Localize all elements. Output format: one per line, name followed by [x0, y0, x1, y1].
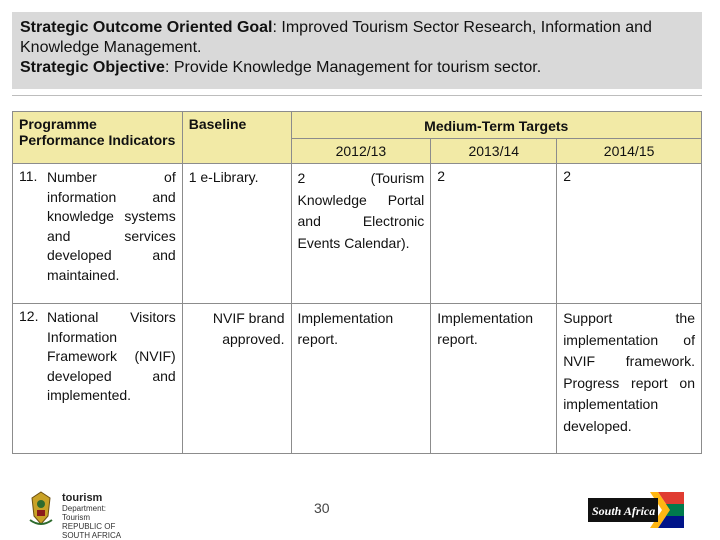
target-cell: Implementation report.: [291, 304, 431, 454]
target-cell: 2: [557, 164, 702, 304]
row-number: 11.: [19, 168, 38, 184]
target-cell: 2: [431, 164, 557, 304]
table-row: [13, 164, 702, 304]
year-header: 2013/14: [431, 139, 557, 164]
slide-footer: [0, 485, 720, 540]
goal-text: : Improved Tourism Sector Research, Information and Knowledge Management.: [20, 19, 652, 56]
divider: [12, 95, 702, 96]
brand-logo-text: South Africa: [592, 504, 656, 518]
target-cell: Implementation report.: [431, 304, 557, 454]
slide-header: [12, 12, 702, 89]
tourism-department-logo: [62, 492, 144, 540]
baseline-cell: NVIF brand approved.: [182, 304, 291, 454]
strategic-objective: [20, 58, 694, 78]
indicator-cell: [13, 304, 183, 454]
baseline-cell: 1 e-Library.: [182, 164, 291, 304]
indicator-text: National Visitors Information Framework (NVIF) developed and implemented.: [47, 309, 176, 403]
row-number: 12.: [19, 308, 39, 324]
dept-name: tourism: [62, 492, 103, 504]
objective-text: : Provide Knowledge Management for tourism sector.: [164, 59, 542, 76]
dept-line: Tourism: [62, 513, 91, 522]
indicator-text: Number of information and knowledge systems and services developed and maintained.: [47, 169, 176, 283]
dept-line: REPUBLIC OF SOUTH AFRICA: [62, 522, 122, 540]
table-row: [13, 304, 702, 454]
coat-of-arms-icon: [26, 490, 56, 528]
goal-label: Strategic Outcome Oriented Goal: [20, 19, 273, 36]
page-number: 30: [314, 500, 330, 516]
col-header-baseline: Baseline: [182, 112, 291, 164]
indicator-cell: [13, 164, 183, 304]
target-cell: 2 (Tourism Knowledge Portal and Electronic Events Calendar).: [291, 164, 431, 304]
year-header: 2012/13: [291, 139, 431, 164]
year-header: 2014/15: [557, 139, 702, 164]
col-header-indicators: Programme Performance Indicators: [13, 112, 183, 164]
performance-table: [12, 111, 702, 454]
objective-label: Strategic Objective: [20, 59, 165, 76]
strategic-goal: [20, 18, 694, 58]
col-header-targets: Medium-Term Targets: [291, 112, 702, 139]
south-africa-brand-logo: [588, 490, 684, 530]
dept-line: Department:: [62, 504, 107, 513]
target-cell: Support the implementation of NVIF framework. Progress report on implementation developed.: [557, 304, 702, 454]
